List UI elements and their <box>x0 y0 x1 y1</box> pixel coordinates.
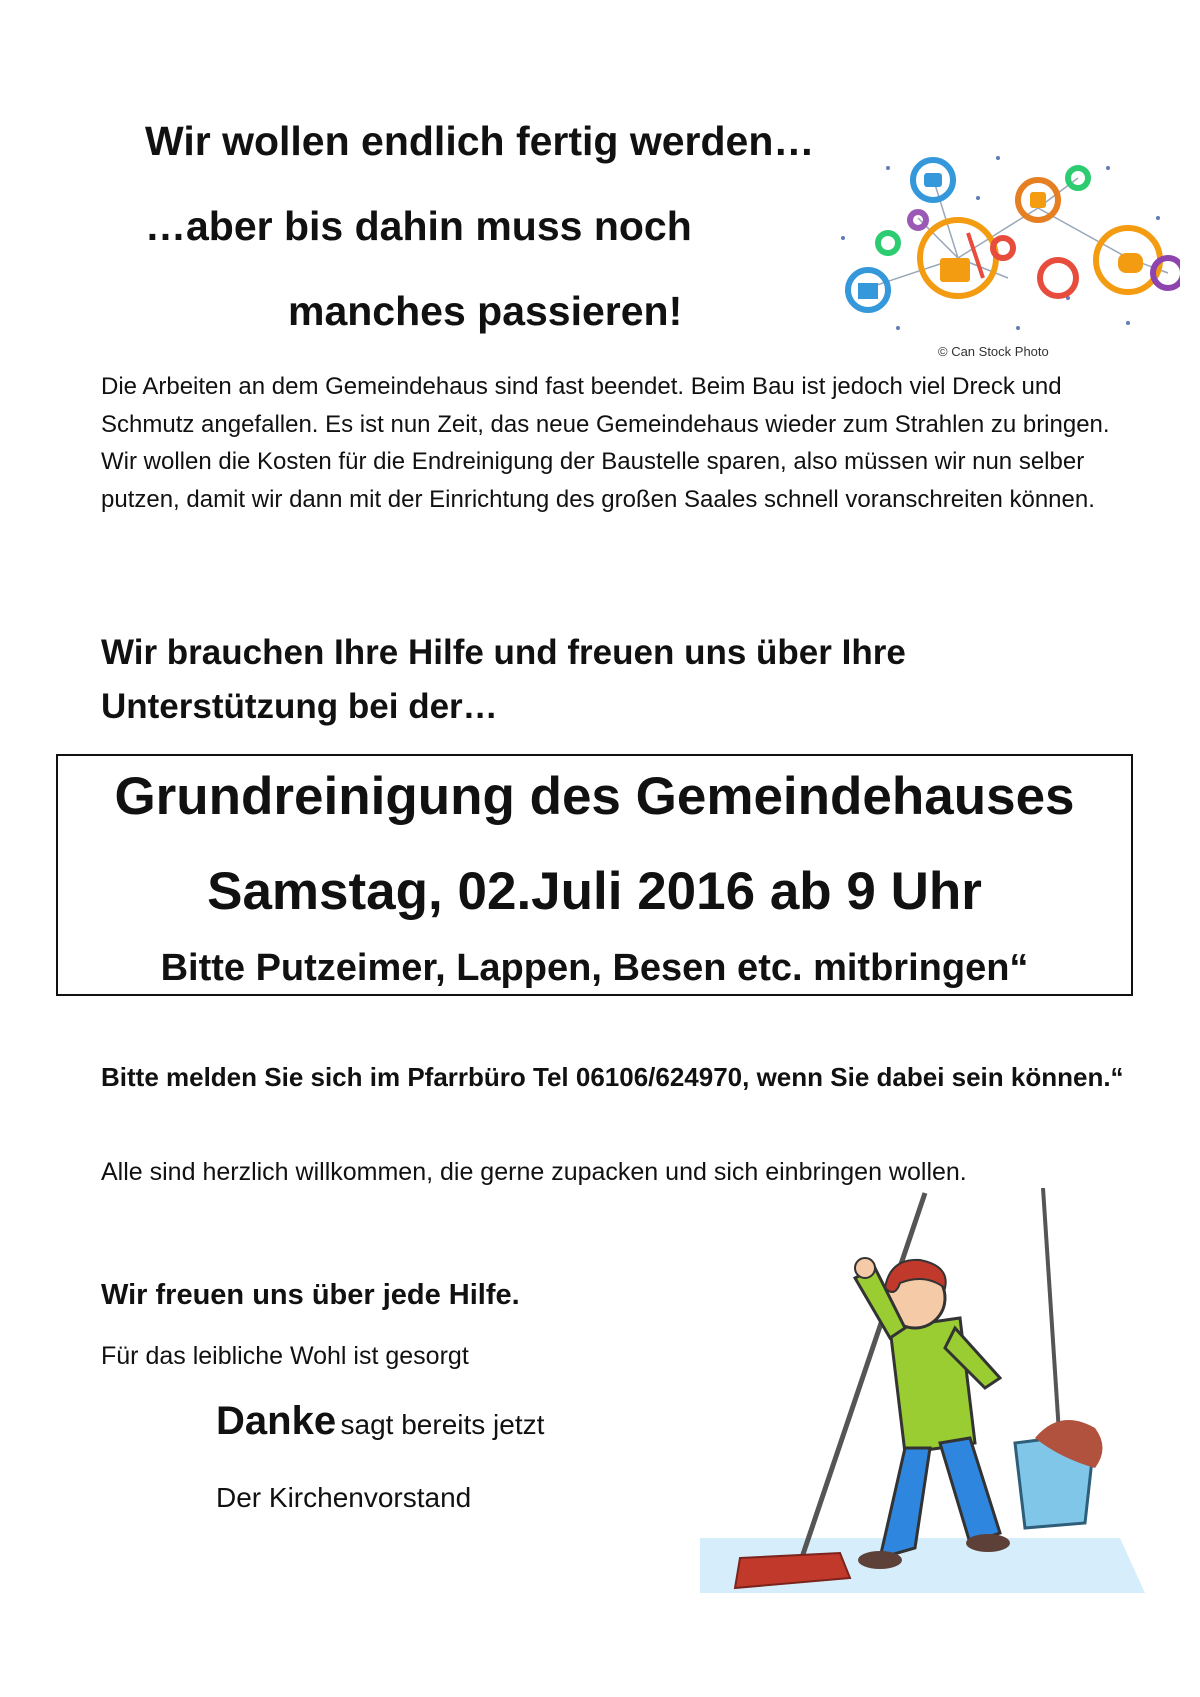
cleaning-icons-illustration <box>828 138 1180 343</box>
headline-line-2: …aber bis dahin muss noch <box>145 203 692 249</box>
event-date: Samstag, 02.Juli 2016 ab 9 Uhr <box>207 862 982 921</box>
food-note: Für das leibliche Wohl ist gesorgt <box>101 1342 469 1370</box>
danke-line <box>216 1399 544 1444</box>
signature: Der Kirchenvorstand <box>216 1482 472 1513</box>
headline-line-1: Wir wollen endlich fertig werden… <box>145 118 815 164</box>
event-title: Grundreinigung des Gemeindehauses <box>114 767 1075 826</box>
copyright-notice: © Can Stock Photo <box>938 344 1049 359</box>
event-box <box>56 754 1133 996</box>
danke-word: Danke <box>216 1399 337 1443</box>
event-bring-note: Bitte Putzeimer, Lappen, Besen etc. mitbringen“ <box>160 947 1029 989</box>
janitor-mopping-illustration <box>700 1188 1145 1593</box>
help-request: Wir brauchen Ihre Hilfe und freuen uns über Ihre Unterstützung bei der… <box>101 633 906 726</box>
danke-rest: sagt bereits jetzt <box>340 1409 545 1440</box>
registration-note: Bitte melden Sie sich im Pfarrbüro Tel 06106/624970, wenn Sie dabei sein können.“ <box>101 1062 1124 1092</box>
headline-line-3: manches passieren! <box>288 288 683 334</box>
intro-paragraph: Die Arbeiten an dem Gemeindehaus sind fast beendet. Beim Bau ist jedoch viel Dreck und Schmutz angefallen. Es ist nun Zeit, das neue Gemeindehaus wieder zum Strahlen zu bringen. Wir wollen die Kosten für die Endreinigung der Baustelle sparen, also müssen wir nun selber putzen, damit wir dann mit der Einrichtung des großen Saales schnell voranschreiten können. <box>101 373 1110 513</box>
thanks-for-help: Wir freuen uns über jede Hilfe. <box>101 1279 520 1311</box>
welcome-note: Alle sind herzlich willkommen, die gerne zupacken und sich einbringen wollen. <box>101 1158 967 1186</box>
